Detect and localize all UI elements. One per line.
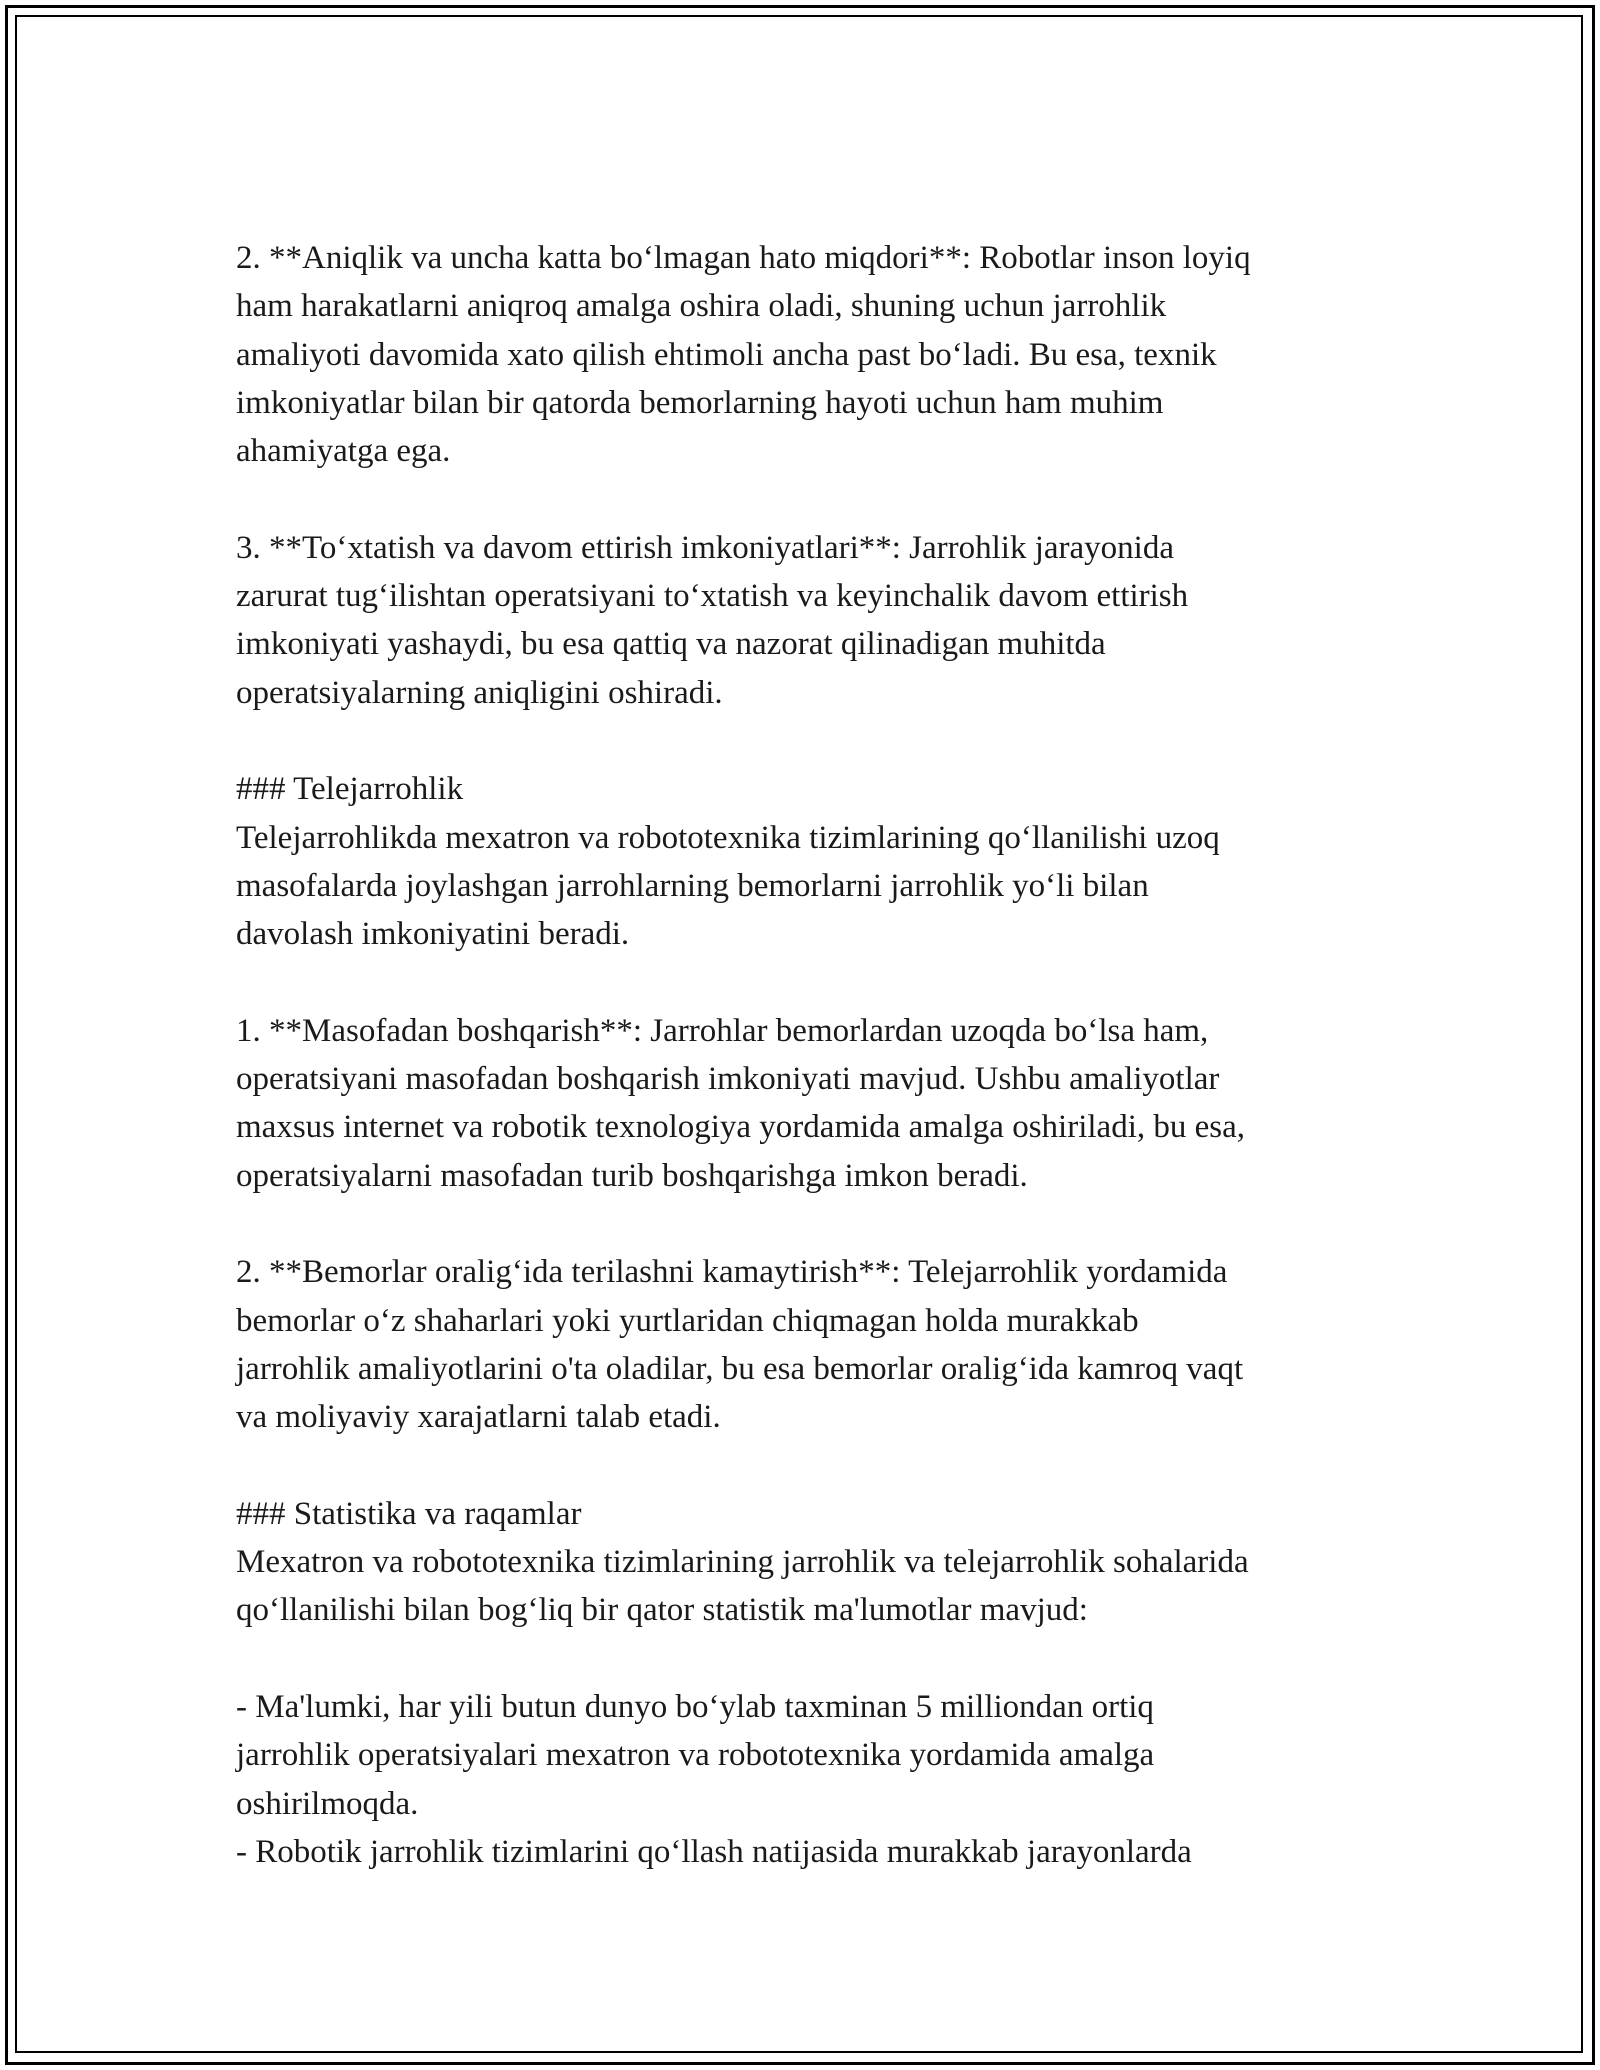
text-line: va moliyaviy xarajatlarni talab etadi.: [236, 1399, 721, 1436]
text-line: operatsiyalarni masofadan turib boshqarishga imkon beradi.: [236, 1157, 1028, 1194]
text-line: 1. **Masofadan boshqarish**: Jarrohlar bemorlardan uzoqda bo‘lsa ham,: [236, 1012, 1209, 1049]
paragraph-item-3-toxtatish: [236, 524, 1396, 717]
text-line: davolash imkoniyatini beradi.: [236, 916, 630, 953]
text-line: 3. **To‘xtatish va davom ettirish imkoniyatlari**: Jarrohlik jarayonida: [236, 529, 1174, 566]
text-line: jarrohlik amaliyotlarini o'ta oladilar, bu esa bemorlar oralig‘ida kamroq vaqt: [236, 1350, 1244, 1387]
text-line: zarurat tug‘ilishtan operatsiyani to‘xtatish va keyinchalik davom ettirish: [236, 578, 1189, 615]
section-telejarrohlik: [236, 765, 1396, 958]
list-item: - Ma'lumki, har yili butun dunyo bo‘ylab taxminan 5 milliondan ortiq: [236, 1688, 1154, 1725]
text-line: Telejarrohlikda mexatron va robototexnika tizimlarining qo‘llanilishi uzoq: [236, 819, 1220, 856]
text-line: operatsiyalarning aniqligini oshiradi.: [236, 674, 723, 711]
bullet-list-statistika: [236, 1683, 1396, 1876]
paragraph-item-2-aniqlik: [236, 234, 1396, 475]
text-line: oshirilmoqda.: [236, 1785, 419, 1822]
text-line: imkoniyati yashaydi, bu esa qattiq va nazorat qilinadigan muhitda: [236, 626, 1106, 663]
section-heading: ### Telejarrohlik: [236, 771, 464, 808]
list-item: - Robotik jarrohlik tizimlarini qo‘llash natijasida murakkab jarayonlarda: [236, 1833, 1192, 1870]
paragraph-item-2-bemorlar: [236, 1248, 1396, 1441]
text-line: 2. **Aniqlik va uncha katta bo‘lmagan hato miqdori**: Robotlar inson loyiq: [236, 240, 1251, 276]
text-line: qo‘llanilishi bilan bog‘liq bir qator statistik ma'lumotlar mavjud:: [236, 1592, 1088, 1629]
text-line: 2. **Bemorlar oralig‘ida terilashni kamaytirish**: Telejarrohlik yordamida: [236, 1254, 1228, 1291]
text-line: amaliyoti davomida xato qilish ehtimoli ancha past bo‘ladi. Bu esa, texnik: [236, 336, 1217, 373]
text-line: Mexatron va robototexnika tizimlarining jarrohlik va telejarrohlik sohalarida: [236, 1544, 1249, 1581]
paragraph-item-1-masofadan: [236, 1007, 1396, 1200]
text-line: ham harakatlarni aniqroq amalga oshira oladi, shuning uchun jarrohlik: [236, 288, 1167, 325]
text-line: masofalarda joylashgan jarrohlarning bemorlarni jarrohlik yo‘li bilan: [236, 867, 1149, 904]
text-line: bemorlar o‘z shaharlari yoki yurtlaridan chiqmagan holda murakkab: [236, 1302, 1139, 1339]
section-heading: ### Statistika va raqamlar: [236, 1495, 582, 1532]
text-line: jarrohlik operatsiyalari mexatron va robototexnika yordamida amalga: [236, 1737, 1155, 1774]
text-line: imkoniyatlar bilan bir qatorda bemorlarning hayoti uchun ham muhim: [236, 384, 1164, 421]
document-body: [236, 234, 1396, 1876]
section-statistika: [236, 1490, 1396, 1635]
text-line: operatsiyani masofadan boshqarish imkoniyati mavjud. Ushbu amaliyotlar: [236, 1061, 1220, 1098]
text-line: ahamiyatga ega.: [236, 433, 451, 470]
text-line: maxsus internet va robotik texnologiya yordamida amalga oshiriladi, bu esa,: [236, 1109, 1245, 1146]
